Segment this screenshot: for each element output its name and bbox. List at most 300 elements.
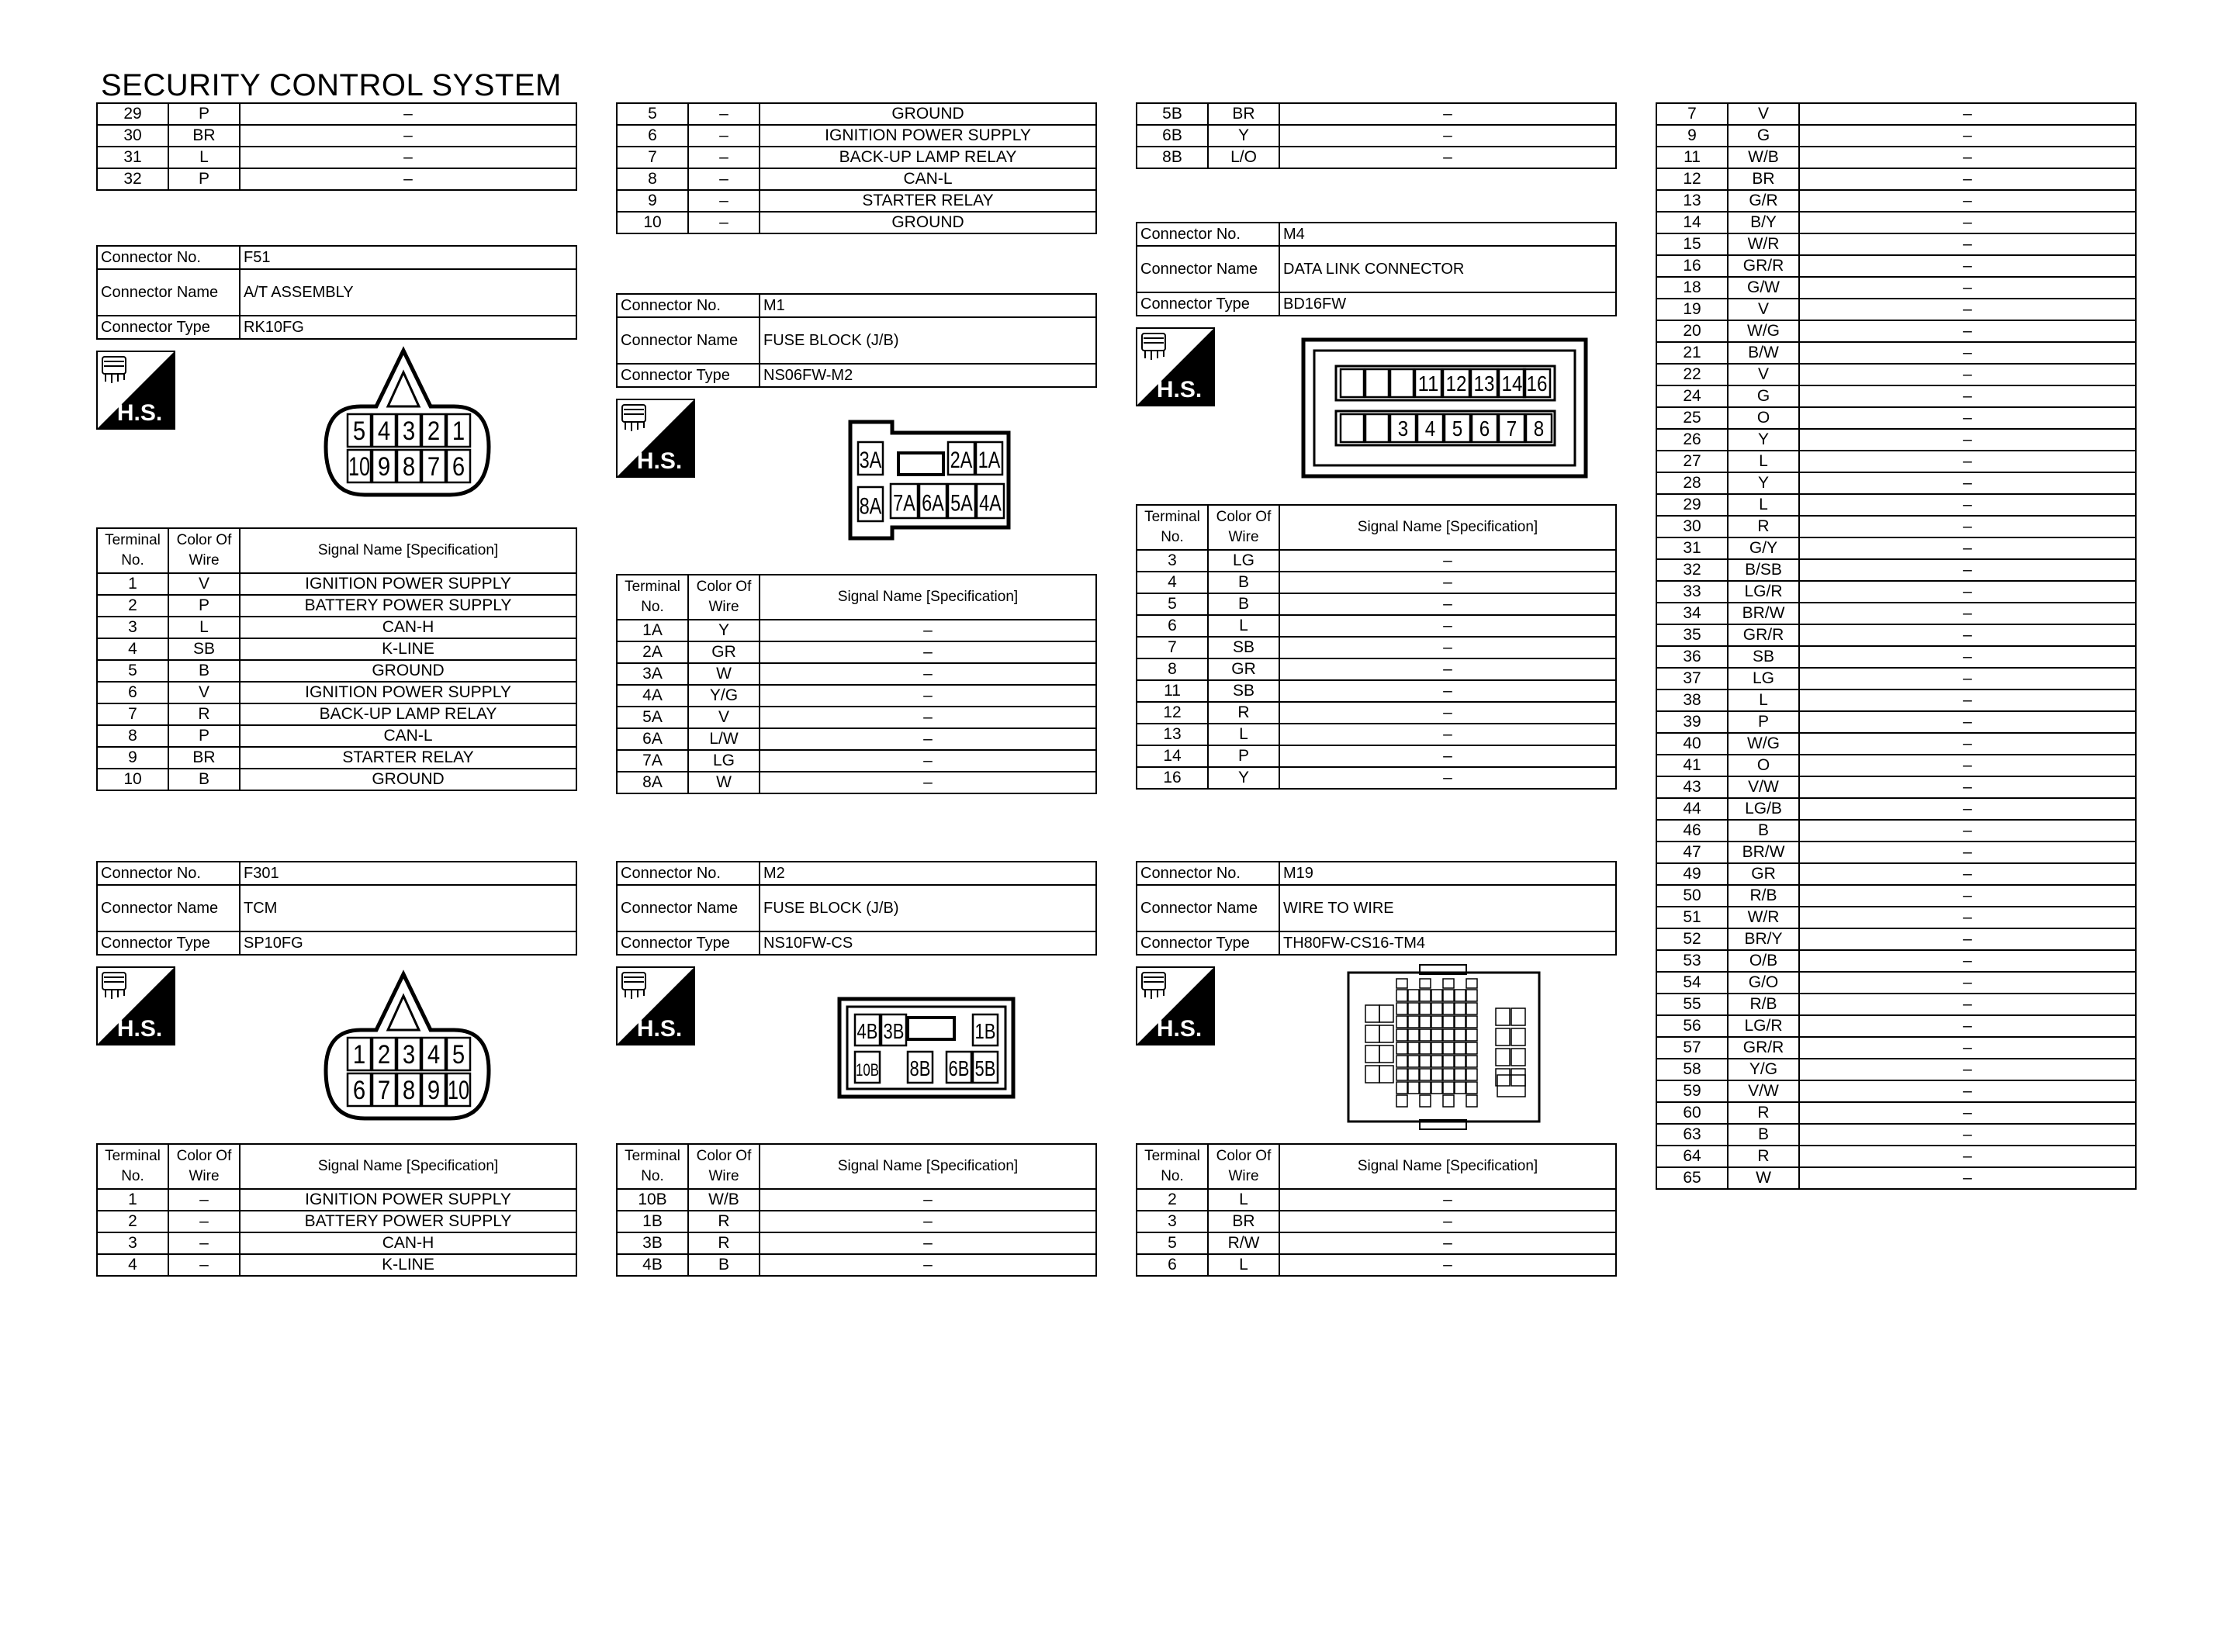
terminal-no: 9 <box>1656 125 1728 147</box>
pin-cavity <box>1341 414 1364 442</box>
table-row <box>97 617 576 638</box>
connector-type-label: Connector Type <box>617 364 760 387</box>
table-row <box>1137 1254 1616 1276</box>
table-row <box>1656 472 2136 494</box>
signal-name: – <box>1799 1037 2136 1059</box>
table-row <box>1137 767 1616 789</box>
signal-name: – <box>240 147 576 168</box>
pin-cavity <box>1455 1029 1466 1041</box>
wire-color: B <box>168 769 240 790</box>
wire-color: L <box>1728 451 1799 472</box>
signal-name: – <box>1799 212 2136 233</box>
hs-label: H.S. <box>1156 1016 1203 1042</box>
signal-name: – <box>1799 603 2136 624</box>
signal-name: GROUND <box>240 769 576 790</box>
table-row <box>1137 1211 1616 1232</box>
wire-color: – <box>168 1232 240 1254</box>
table-row <box>1137 550 1616 572</box>
wire-color: G/Y <box>1728 537 1799 559</box>
pin-label: 6 <box>452 451 465 482</box>
signal-name: – <box>1799 320 2136 342</box>
table-row <box>617 728 1096 750</box>
pin-cavity <box>1396 1029 1407 1041</box>
terminal-no: 5B <box>1137 103 1208 125</box>
pin-label: 1 <box>452 416 465 446</box>
wire-color: LG <box>688 750 760 772</box>
signal-name: – <box>760 641 1096 663</box>
hs-badge <box>616 399 695 478</box>
pin-label: 5 <box>1452 416 1463 441</box>
pin-cavity <box>1455 1056 1466 1067</box>
terminal-no: 6 <box>617 125 688 147</box>
pin-cavity <box>1431 1029 1442 1041</box>
terminal-no: 8 <box>617 168 688 190</box>
table-row <box>1656 494 2136 516</box>
hs-label: H.S. <box>636 1016 683 1042</box>
signal-name: – <box>1799 1059 2136 1080</box>
signal-name: GROUND <box>240 660 576 682</box>
table-row <box>1656 907 2136 928</box>
table-row <box>1656 407 2136 429</box>
pin-cavity <box>1396 979 1407 988</box>
table-row <box>1137 103 1616 125</box>
terminal-no: 43 <box>1656 776 1728 798</box>
pin-cavity <box>1431 1056 1442 1067</box>
pin-cavity <box>1466 1082 1477 1094</box>
terminal-no: 56 <box>1656 1015 1728 1037</box>
terminal-no: 8 <box>1137 658 1208 680</box>
wire-color: GR/R <box>1728 1037 1799 1059</box>
terminal-no: 6A <box>617 728 688 750</box>
terminal-no: 55 <box>1656 994 1728 1015</box>
connector-type-label: Connector Type <box>617 931 760 955</box>
wire-color: BR/W <box>1728 842 1799 863</box>
pin-cavity <box>1443 990 1454 1001</box>
hs-badge <box>1136 327 1215 406</box>
signal-name: – <box>1279 724 1616 745</box>
signal-name: – <box>1799 429 2136 451</box>
signal-name: STARTER RELAY <box>240 747 576 769</box>
pin-label: 13 <box>1473 372 1495 396</box>
terminal-no: 30 <box>1656 516 1728 537</box>
pin-table-m4 <box>1136 504 1615 790</box>
table-row <box>617 772 1096 793</box>
table-row <box>1656 1080 2136 1102</box>
pin-cavity <box>1431 1016 1442 1028</box>
table-row <box>1656 559 2136 581</box>
pin-cavity <box>1379 1045 1393 1063</box>
table-row <box>1656 1059 2136 1080</box>
signal-name: CAN-H <box>240 1232 576 1254</box>
table-row <box>97 682 576 703</box>
pin-cavity <box>1466 1069 1477 1080</box>
connector-face-f51 <box>318 346 497 501</box>
pin-cavity <box>1408 1082 1419 1094</box>
pin-cavity <box>1408 1003 1419 1014</box>
terminal-no: 16 <box>1137 767 1208 789</box>
signal-name: – <box>240 168 576 190</box>
connector-info-m2 <box>616 861 1095 956</box>
terminal-no: 8A <box>617 772 688 793</box>
table-row <box>1656 798 2136 820</box>
connector-name-label: Connector Name <box>1137 885 1279 931</box>
terminal-no: 2 <box>1137 1189 1208 1211</box>
pin-cavity <box>1379 1066 1393 1083</box>
table-row <box>1656 233 2136 255</box>
wire-color: BR <box>1728 168 1799 190</box>
table-header <box>97 1144 576 1189</box>
table-row <box>1137 658 1616 680</box>
wire-color: R <box>1728 516 1799 537</box>
wire-color: V/W <box>1728 776 1799 798</box>
terminal-no: 37 <box>1656 668 1728 689</box>
signal-name: – <box>1799 233 2136 255</box>
signal-name: BACK-UP LAMP RELAY <box>240 703 576 725</box>
signal-name: – <box>1799 364 2136 385</box>
table-row <box>97 1189 576 1211</box>
table-row <box>1656 1124 2136 1146</box>
table-row <box>1656 190 2136 212</box>
terminal-no: 60 <box>1656 1102 1728 1124</box>
terminal-no: 4 <box>1137 572 1208 593</box>
table-row <box>1656 668 2136 689</box>
terminal-no: 41 <box>1656 755 1728 776</box>
pin-cavity <box>1420 1003 1431 1014</box>
table-row <box>1656 1015 2136 1037</box>
wire-color: GR <box>1728 863 1799 885</box>
connector-name-label: Connector Name <box>617 885 760 931</box>
table-row <box>1656 1146 2136 1167</box>
connector-name-value: DATA LINK CONNECTOR <box>1279 246 1616 292</box>
signal-name: – <box>1799 820 2136 842</box>
pin-cavity <box>1443 1029 1454 1041</box>
terminal-no: 26 <box>1656 429 1728 451</box>
hs-label: H.S. <box>636 448 683 474</box>
connector-name-row <box>97 269 576 316</box>
signal-name: – <box>1799 798 2136 820</box>
table-row <box>617 1254 1096 1276</box>
signal-name: – <box>1279 1189 1616 1211</box>
table-row <box>1656 972 2136 994</box>
terminal-no: 57 <box>1656 1037 1728 1059</box>
terminal-no: 20 <box>1656 320 1728 342</box>
pin-table-continued <box>1656 102 2135 1190</box>
table-row <box>617 168 1096 190</box>
table-row <box>1656 147 2136 168</box>
connector-type-row <box>97 931 576 955</box>
table-row <box>617 190 1096 212</box>
terminal-no: 11 <box>1656 147 1728 168</box>
pin-cavity <box>1420 1095 1431 1107</box>
connector-type-label: Connector Type <box>1137 292 1279 316</box>
pin-cavity <box>1420 1042 1431 1054</box>
connector-type-value: TH80FW-CS16-TM4 <box>1279 931 1616 955</box>
pin-label: 4B <box>856 1019 878 1044</box>
signal-name: – <box>1799 516 2136 537</box>
page-title: SECURITY CONTROL SYSTEM <box>101 68 562 102</box>
terminal-no: 4B <box>617 1254 688 1276</box>
signal-name: IGNITION POWER SUPPLY <box>240 573 576 595</box>
signal-name: – <box>1279 658 1616 680</box>
table-row <box>1656 429 2136 451</box>
pin-cavity <box>1420 1069 1431 1080</box>
wire-color: Y <box>1728 472 1799 494</box>
pin-cavity <box>1365 1025 1379 1042</box>
terminal-no: 5 <box>1137 1232 1208 1254</box>
connector-no-value: M1 <box>760 294 1096 317</box>
signal-name: – <box>1279 1211 1616 1232</box>
signal-name: – <box>1279 1254 1616 1276</box>
wire-color: B <box>688 1254 760 1276</box>
terminal-no: 9 <box>617 190 688 212</box>
wire-color: V <box>168 573 240 595</box>
wire-color: – <box>168 1254 240 1276</box>
table-row <box>1656 755 2136 776</box>
terminal-no: 65 <box>1656 1167 1728 1189</box>
column-header: Signal Name [Specification] <box>1279 505 1616 550</box>
connector-no-value: M4 <box>1279 223 1616 246</box>
table-row <box>97 703 576 725</box>
column-header: Color Of Wire <box>1208 1144 1279 1189</box>
signal-name: – <box>760 620 1096 641</box>
terminal-no: 3 <box>97 1232 168 1254</box>
signal-name: – <box>1799 299 2136 320</box>
table-row <box>97 125 576 147</box>
table-row <box>617 147 1096 168</box>
pin-cavity <box>1420 1056 1431 1067</box>
table-row <box>1656 212 2136 233</box>
terminal-no: 51 <box>1656 907 1728 928</box>
signal-name: – <box>760 685 1096 707</box>
wire-color: L <box>1208 724 1279 745</box>
wire-color: V <box>688 707 760 728</box>
table-row <box>617 1211 1096 1232</box>
table-row <box>1656 385 2136 407</box>
connector-no-row <box>97 246 576 269</box>
wire-color: G/W <box>1728 277 1799 299</box>
pin-label: 3A <box>859 447 882 473</box>
pin-label: 4 <box>377 416 391 446</box>
signal-name: – <box>1799 624 2136 646</box>
wire-color: V <box>168 682 240 703</box>
table-row <box>617 1232 1096 1254</box>
wire-color: L/O <box>1208 147 1279 168</box>
signal-name: BATTERY POWER SUPPLY <box>240 1211 576 1232</box>
wire-color: W <box>1728 1167 1799 1189</box>
pin-cavity <box>1420 1029 1431 1041</box>
wire-color: P <box>168 168 240 190</box>
pin-label: 2 <box>427 416 441 446</box>
terminal-no: 10 <box>617 212 688 233</box>
terminal-no: 3 <box>1137 1211 1208 1232</box>
pin-label: 3B <box>883 1019 905 1044</box>
signal-name: – <box>1799 885 2136 907</box>
hs-label: H.S. <box>1156 377 1203 403</box>
connector-name-value: FUSE BLOCK (J/B) <box>760 317 1096 364</box>
connector-face-m19 <box>1345 962 1542 1132</box>
connector-name-row <box>1137 246 1616 292</box>
table-row <box>617 1189 1096 1211</box>
signal-name: – <box>760 1232 1096 1254</box>
terminal-no: 6 <box>1137 615 1208 637</box>
wire-color: P <box>168 103 240 125</box>
terminal-no: 7 <box>1656 103 1728 125</box>
signal-name: – <box>1279 593 1616 615</box>
pin-cavity <box>1443 979 1454 988</box>
column-header: Color Of Wire <box>168 528 240 573</box>
pin-cavity <box>1396 1042 1407 1054</box>
pin-table-m2 <box>616 1143 1095 1277</box>
wire-color: BR <box>1208 103 1279 125</box>
connector-type-row <box>1137 931 1616 955</box>
pin-cavity <box>1496 1049 1510 1066</box>
signal-name: – <box>1799 103 2136 125</box>
signal-name: – <box>1799 711 2136 733</box>
wire-color: GR <box>1208 658 1279 680</box>
pin-cavity <box>1455 1016 1466 1028</box>
pin-cavity <box>1341 369 1364 397</box>
pin-cavity <box>1408 1056 1419 1067</box>
table-row <box>1656 820 2136 842</box>
terminal-no: 49 <box>1656 863 1728 885</box>
wire-color: W <box>688 772 760 793</box>
terminal-no: 8B <box>1137 147 1208 168</box>
table-row <box>1137 593 1616 615</box>
pin-cavity <box>1365 1045 1379 1063</box>
pin-label: 3 <box>402 416 416 446</box>
wire-color: – <box>168 1189 240 1211</box>
table-row <box>1656 342 2136 364</box>
terminal-no: 5A <box>617 707 688 728</box>
wire-color: B <box>168 660 240 682</box>
table-row <box>1137 125 1616 147</box>
terminal-no: 6B <box>1137 125 1208 147</box>
table-row <box>1656 689 2136 711</box>
pin-label: 3 <box>402 1039 416 1070</box>
signal-name: – <box>1799 494 2136 516</box>
terminal-no: 36 <box>1656 646 1728 668</box>
terminal-no: 39 <box>1656 711 1728 733</box>
table-row <box>617 620 1096 641</box>
wire-color: LG/R <box>1728 581 1799 603</box>
connector-name-value: A/T ASSEMBLY <box>240 269 576 316</box>
wire-color: GR/R <box>1728 255 1799 277</box>
signal-name: – <box>1799 689 2136 711</box>
table-row <box>97 1211 576 1232</box>
table-row <box>97 1254 576 1276</box>
pin-table-continued <box>1136 102 1615 169</box>
pin-cavity <box>1443 1042 1454 1054</box>
wire-color: R <box>1728 1102 1799 1124</box>
terminal-no: 13 <box>1137 724 1208 745</box>
signal-name: – <box>1799 972 2136 994</box>
terminal-no: 12 <box>1656 168 1728 190</box>
table-row <box>97 660 576 682</box>
pin-cavity <box>1466 1029 1477 1041</box>
connector-no-row <box>617 862 1096 885</box>
signal-name: – <box>760 1211 1096 1232</box>
signal-name: – <box>1799 125 2136 147</box>
table-row <box>1137 615 1616 637</box>
signal-name: – <box>760 750 1096 772</box>
column-header: Signal Name [Specification] <box>240 528 576 573</box>
table-row <box>1656 537 2136 559</box>
signal-name: GROUND <box>760 103 1096 125</box>
pin-label: 10 <box>448 1075 469 1105</box>
column-header: Terminal No. <box>97 1144 168 1189</box>
wire-color: Y <box>1728 429 1799 451</box>
signal-name: – <box>1799 863 2136 885</box>
signal-name: – <box>1279 147 1616 168</box>
pin-label: 6B <box>948 1056 970 1081</box>
wire-color: SB <box>1728 646 1799 668</box>
terminal-no: 10B <box>617 1189 688 1211</box>
signal-name: – <box>1799 733 2136 755</box>
table-row <box>1137 147 1616 168</box>
wire-color: B/W <box>1728 342 1799 364</box>
table-row <box>1656 581 2136 603</box>
wire-color: R/W <box>1208 1232 1279 1254</box>
pin-label: 8 <box>402 451 416 482</box>
terminal-no: 16 <box>1656 255 1728 277</box>
connector-no-label: Connector No. <box>1137 223 1279 246</box>
wire-color: – <box>688 147 760 168</box>
table-row <box>1656 733 2136 755</box>
signal-name: IGNITION POWER SUPPLY <box>240 1189 576 1211</box>
wire-color: R <box>1728 1146 1799 1167</box>
table-row <box>97 573 576 595</box>
wire-color: R <box>688 1211 760 1232</box>
column-header: Signal Name [Specification] <box>1279 1144 1616 1189</box>
wire-color: L <box>1208 1189 1279 1211</box>
terminal-no: 5 <box>1137 593 1208 615</box>
wire-color: P <box>1208 745 1279 767</box>
wire-color: R/B <box>1728 885 1799 907</box>
table-row <box>1137 680 1616 702</box>
pin-table-f51 <box>96 527 576 791</box>
table-row <box>1656 451 2136 472</box>
signal-name: – <box>1279 637 1616 658</box>
terminal-no: 32 <box>1656 559 1728 581</box>
pin-label: 8 <box>402 1075 416 1105</box>
table-row <box>97 147 576 168</box>
table-row <box>617 750 1096 772</box>
pin-cavity <box>1365 369 1389 397</box>
signal-name: – <box>1799 776 2136 798</box>
pin-cavity <box>1511 1069 1525 1086</box>
wire-color: L <box>168 147 240 168</box>
connector-face-m4 <box>1300 337 1589 479</box>
pin-cavity <box>1511 1008 1525 1025</box>
signal-name: – <box>760 728 1096 750</box>
signal-name: – <box>1799 1015 2136 1037</box>
pin-table-m1 <box>616 574 1095 794</box>
wire-color: LG <box>1728 668 1799 689</box>
table-row <box>1137 637 1616 658</box>
signal-name: – <box>1799 668 2136 689</box>
pin-label: 5A <box>950 490 973 517</box>
connector-name-label: Connector Name <box>617 317 760 364</box>
connector-type-label: Connector Type <box>97 931 240 955</box>
table-row <box>97 103 576 125</box>
wire-color: G/O <box>1728 972 1799 994</box>
signal-name: – <box>1799 928 2136 950</box>
pin-cavity <box>1408 1029 1419 1041</box>
wire-color: BR <box>168 747 240 769</box>
pin-table-m19 <box>1136 1143 1615 1277</box>
terminal-no: 27 <box>1656 451 1728 472</box>
wire-color: – <box>688 212 760 233</box>
